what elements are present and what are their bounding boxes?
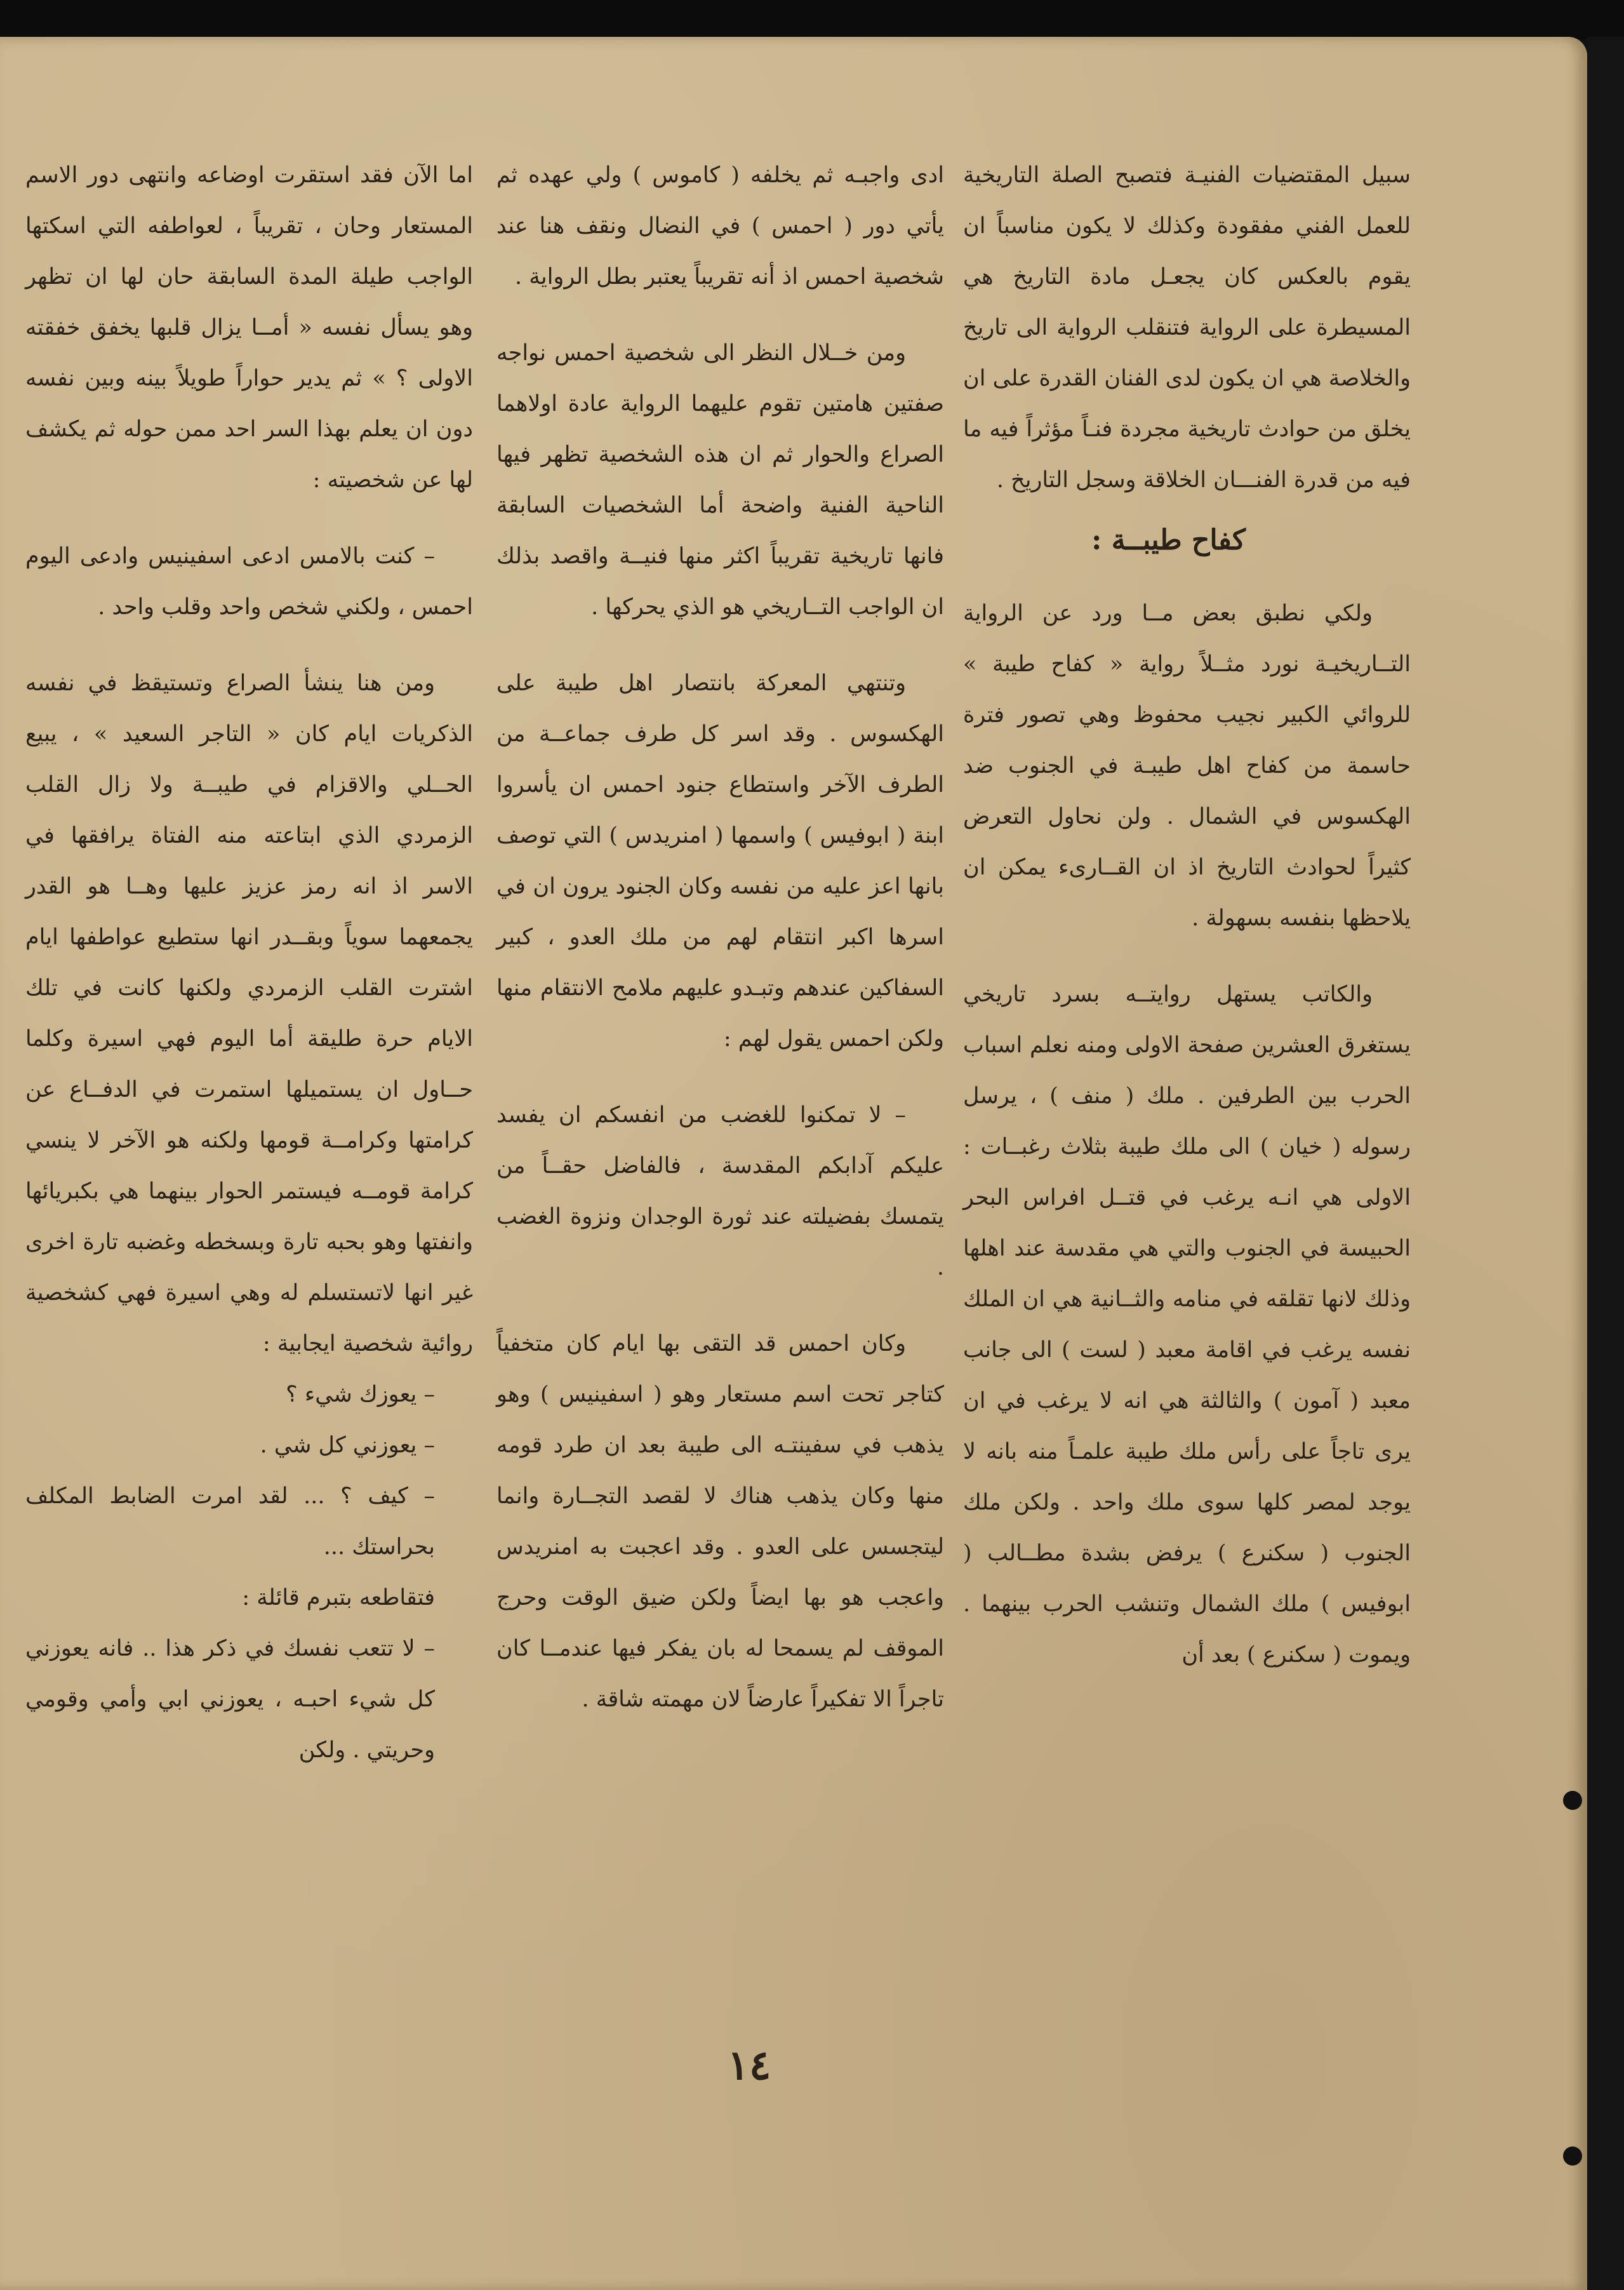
left-dialog-4: – كيف ؟ ... لقد امرت الضابط المكلف بحراستك ... (25, 1483, 435, 1560)
middle-column (496, 150, 944, 1725)
magazine-page (0, 37, 1587, 2290)
middle-paragraph-4: وكان احمس قد التقى بها ايام كان متخفياً كتاجر تحت اسم مستعار وهو ( اسفينيس ) وهو يذهب في سفينتـه الى طيبة بعد ان طرد قومه منها وكان يذهب هناك لا لقصد التجــارة وانما ليتجسس على العدو . وقد اعجبت به امنريدس واعجب هو بها ايضاً ولكن ضيق الوقت وحرج الموقف لم يسمحا له بان يفكر فيها عندمــا كان تاجراً الا تفكيراً عارضاً لان مهمته شاقة . (496, 1331, 944, 1712)
left-line-5: فتقاطعه بتبرم قائلة : (242, 1585, 435, 1610)
left-column (25, 150, 473, 1776)
left-dialog-6: – لا تتعب نفسك في ذكر هذا .. فانه يعوزني كل شيء احبـه ، يعوزني ابي وأمي وقومي وحريتي . ولكن (25, 1636, 435, 1763)
left-dialog-3: – يعوزني كل شي . (260, 1433, 435, 1458)
middle-dialog-1: – لا تمكنوا للغضب من انفسكم ان يفسد عليكم آدابكم المقدسة ، فالفاضل حقــاً من يتمسك بفضيلته عند ثورة الوجدان ونزوة الغضب . (496, 1102, 944, 1280)
scanner-top-band (0, 0, 1624, 39)
left-paragraph-1: اما الآن فقد استقرت اوضاعه وانتهى دور الاسم المستعار وحان ، تقريباً ، لعواطفه التي اسكتها الواجب طيلة المدة السابقة حان لها ان تظهر وهو يسأل نفسه « أمــا يزال قلبها يخفق خفقته الاولى ؟ » ثم يدير حواراً طويلاً بينه وبين نفسه دون ان يعلم بهذا السر احد ممن حوله ثم يكشف لها عن شخصيته : (25, 163, 473, 493)
page-number: ١٤ (727, 2042, 771, 2089)
binding-hole (1563, 1791, 1582, 1810)
right-column (963, 150, 1411, 1680)
middle-paragraph-3: وتنتهي المعركة بانتصار اهل طيبة على الهكسوس . وقد اسر كل طرف جماعــة من الطرف الآخر واستطاع جنود احمس ان يأسروا ابنة ( ابوفيس ) واسمها ( امنريدس ) التي توصف بانها اعز عليه من نفسه وكان الجنود يرون ان في اسرها اكبر انتقام لهم من ملك العدو ، كبير السفاكين عندهم وتبـدو عليهم ملامح الانتقام منها ولكن احمس يقول لهم : (496, 671, 944, 1052)
binding-hole (1563, 2146, 1582, 2166)
left-dialog-2: – يعوزك شيء ؟ (286, 1382, 435, 1407)
middle-paragraph-2: ومن خــلال النظر الى شخصية احمس نواجه صفتين هامتين تقوم عليهما الرواية عادة اولاهما الصراع والحوار ثم ان هذه الشخصية تظهر فيها الناحية الفنية واضحة أما الشخصيات السابقة فانها تاريخية تقريباً اكثر منها فنيــة واقصد بذلك ان الواجب التــاريخي هو الذي يحركها . (496, 340, 944, 620)
middle-paragraph-1: ادى واجبـه ثم يخلفه ( كاموس ) ولي عهده ثم يأتي دور ( احمس ) في النضال ونقف هنا عند شخصية احمس اذ أنه تقريباً يعتبر بطل الرواية . (496, 163, 944, 290)
page-binding-edge (1587, 37, 1624, 2290)
right-paragraph-1: سبيل المقتضيات الفنيـة فتصبح الصلة التاريخية للعمل الفني مفقودة وكذلك لا يكون مناسباً ان يقوم بالعكس كان يجعـل مادة التاريخ هي المسيطرة على الرواية فتنقلب الرواية الى تاريخ والخلاصة هي ان يكون لدى الفنان القدرة على ان يخلق من حوادث تاريخية مجردة فنـاً مؤثراً فيه ما فيه من قدرة الفنـــان الخلاقة وسجل التاريخ . (963, 163, 1411, 493)
section-heading: كفاح طيبــة : (1091, 524, 1246, 556)
left-paragraph-2: ومن هنا ينشأ الصراع وتستيقظ في نفسه الذكريات ايام كان « التاجر السعيد » ، يبيع الحــلي والاقزام في طيبــة ولا زال القلب الزمردي الذي ابتاعته منه الفتاة يرافقها في الاسر اذ انه رمز عزيز عليها وهــا هو القدر يجمعهما سوياً وبقــدر انها ستطيع عواطفها ايام اشترت القلب الزمردي ولكنها كانت في تلك الايام حرة طليقة أما اليوم فهي اسيرة وكلما حــاول ان يستميلها استمرت في الدفــاع عن كرامتها وكرامــة قومها ولكنه هو الآخر لا ينسي كرامة قومــه فيستمر الحوار بينهما هي بكبريائها وانفتها وهو بحبه تارة وبسخطه وغضبه تارة اخرى غير انها لاتستسلم له وهي اسيرة فهي كشخصية روائية شخصية ايجابية : (25, 671, 473, 1356)
right-paragraph-2: ولكي نطبق بعض مــا ورد عن الرواية التــاريخيـة نورد مثــلاً رواية « كفاح طيبة » للروائي الكبير نجيب محفوظ وهي تصور فترة حاسمة من كفاح اهل طيبـة في الجنوب ضد الهكسوس في الشمال . ولن نحاول التعرض كثيراً لحوادث التاريخ اذ ان القــارىء يمكن ان يلاحظها بنفسه بسهولة . (963, 601, 1411, 931)
left-dialog-1: – كنت بالامس ادعى اسفينيس وادعى اليوم احمس ، ولكني شخص واحد وقلب واحد . (25, 544, 473, 620)
right-paragraph-3: والكاتب يستهل روايتــه بسرد تاريخي يستغرق العشرين صفحة الاولى ومنه نعلم اسباب الحرب بين الطرفين . ملك ( منف ) ، يرسل رسوله ( خيان ) الى ملك طيبة بثلاث رغبــات : الاولى هي انـه يرغب في قتــل افراس البحر الحبيسة في الجنوب والتي هي مقدسة عند اهلها وذلك لانها تقلقه في منامه والثــانية هي ان الملك نفسه يرغب في اقامة معبد ( لست ) الى جانب معبد ( آمون ) والثالثة هي انه لا يرغب في ان يرى تاجاً على رأس ملك طيبة علمـاً منه بانه لا يوجد لمصر كلها سوى ملك واحد . ولكن ملك الجنوب ( سكنرع ) يرفض بشدة مطــالب ( ابوفيس ) ملك الشمال وتنشب الحرب بينهما . ويموت ( سكنرع ) بعد أن (963, 982, 1411, 1668)
